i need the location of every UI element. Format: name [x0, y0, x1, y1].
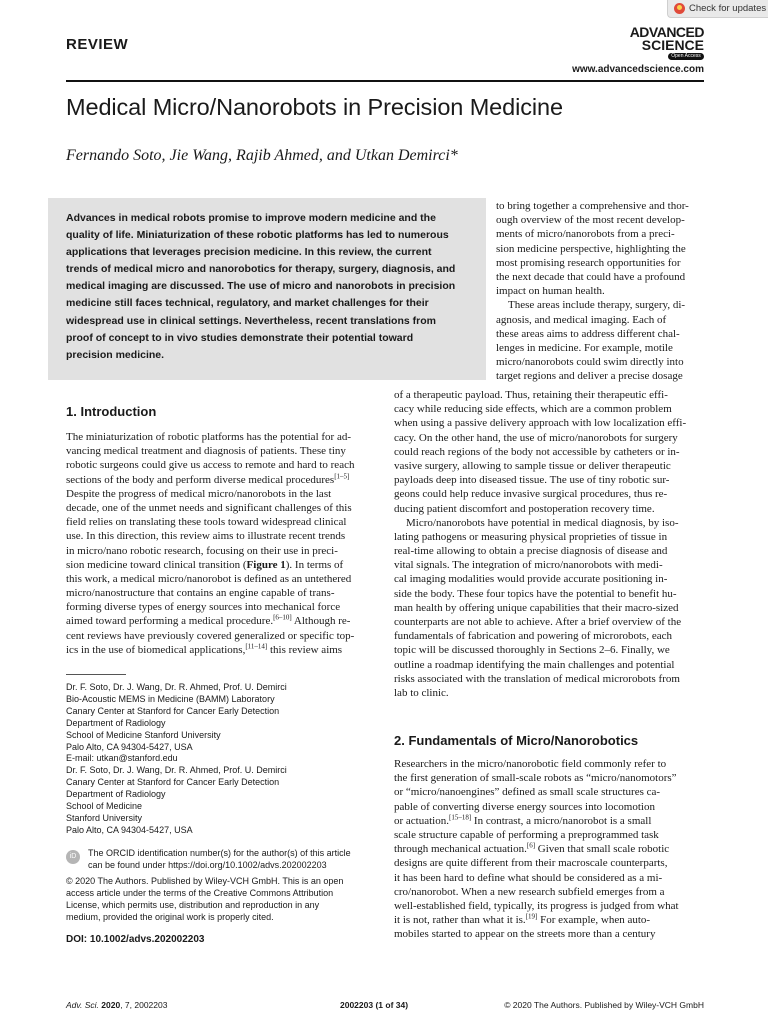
text-line: cal imaging modalities would provide accurate positioning in-: [394, 573, 668, 586]
affiliation-line: Department of Radiology: [66, 717, 166, 728]
right-column-body: [394, 388, 704, 700]
text-line: fundamentals of fabrication and powering of microrobots, each: [394, 630, 672, 643]
affiliations: [66, 682, 287, 837]
affiliation-line: Canary Center at Stanford for Cancer Early Detection: [66, 705, 280, 716]
text-line: Despite the progress of medical micro/nanorobots in the last: [66, 487, 332, 500]
citation[interactable]: [11–14]: [245, 642, 268, 651]
intro-heading: 1. Introduction: [66, 404, 157, 419]
journal-abbrev: Adv. Sci.: [66, 1000, 99, 1010]
affiliation-line: Bio-Acoustic MEMS in Medicine (BAMM) Laboratory: [66, 693, 275, 704]
license-note: [66, 876, 343, 924]
text-line: well-established field, typically, its progress is judged from what: [394, 899, 679, 912]
text-line: most promising research opportunities for: [496, 256, 681, 269]
text-line: [66, 614, 378, 628]
orcid-note: [88, 848, 351, 872]
footer-copyright: © 2020 The Authors. Published by Wiley-VCH GmbH: [504, 1000, 704, 1010]
text-line: topic will be discussed thoroughly in Sections 2–6. Finally, we: [394, 644, 670, 657]
text-line: cacy. On the other hand, the use of micro/nanorobots for surgery: [394, 431, 678, 444]
text-line: Micro/nanorobots have potential in medical diagnosis, by iso-: [406, 516, 679, 529]
text-line: lab to clinic.: [394, 686, 449, 699]
affiliation-email[interactable]: E-mail: utkan@stanford.edu: [66, 753, 178, 764]
abstract-line: widespread use in clinical settings. Nevertheless, recent translations from: [66, 314, 436, 327]
text-line: man health by offering unique capabilities that their macro-sized: [394, 601, 679, 614]
text-run: ). In terms of: [285, 558, 344, 571]
license-line: access article under the terms of the Creative Commons Attribution: [66, 887, 334, 898]
text-line: [394, 814, 704, 828]
text-line: could reach regions of the body not accessible by catheters or in-: [394, 445, 680, 458]
text-line: [394, 913, 704, 927]
logo-line-2: SCIENCE: [641, 37, 704, 53]
check-for-updates-label: Check for updates: [689, 3, 767, 14]
license-line: medium, provided the original work is properly cited.: [66, 911, 274, 922]
text-line: robotic surgeons could give us access to remote and hard to reach: [66, 459, 355, 472]
affiliation-line: Dr. F. Soto, Dr. J. Wang, Dr. R. Ahmed, Prof. U. Demirci: [66, 765, 287, 776]
orcid-icon: iD: [66, 850, 80, 864]
figure-link[interactable]: Figure 1: [246, 558, 286, 571]
text-line: These areas include therapy, surgery, di-: [508, 299, 686, 312]
citation[interactable]: [6]: [526, 841, 536, 850]
text-line: vancing medical treatment and diagnosis of patients. These tiny: [66, 445, 346, 458]
text-line: The miniaturization of robotic platforms has the potential for ad-: [66, 431, 351, 443]
text-line: target regions and deliver a precise dosage: [496, 370, 683, 383]
text-line: lating pathogens or measuring physical proprieties of tissue in: [394, 530, 668, 543]
text-run: or actuation.: [394, 814, 449, 827]
text-line: risks associated with the translation of medical microrobots from: [394, 672, 680, 685]
text-line: ough overview of the most recent develop-: [496, 214, 685, 227]
text-line: payloads deep into diseased tissue. The use of tiny robotic sur-: [394, 474, 670, 487]
abstract-box: [48, 198, 486, 380]
license-line: License, which permits use, distribution and reproduction in any: [66, 899, 320, 910]
text-line: ducing patient discomfort and postoperation recovery time.: [394, 502, 655, 515]
text-line: micro/nanostructure that contains an engine capable of trans-: [66, 587, 335, 600]
affiliation-line: Stanford University: [66, 812, 143, 823]
text-line: pable of converting diverse energy sources into locomotion: [394, 800, 655, 813]
text-line: impact on human health.: [496, 285, 605, 298]
text-line: vital signals. The integration of micro/nanorobots with medi-: [394, 559, 663, 572]
text-run: sion medicine toward clinical transition (: [66, 558, 247, 571]
affiliation-line: Palo Alto, CA 94304-5427, USA: [66, 741, 193, 752]
text-line: this work, a medical micro/nanorobot is defined as an untethered: [66, 572, 352, 585]
section-label: REVIEW: [66, 36, 129, 53]
affiliation-line: School of Medicine Stanford University: [66, 729, 221, 740]
text-line: [394, 842, 704, 856]
citation[interactable]: [15–18]: [448, 813, 472, 822]
text-run: aimed toward performing a medical procedure.: [66, 615, 274, 628]
text-run: Although re-: [291, 615, 351, 628]
article-authors: Fernando Soto, Jie Wang, Rajib Ahmed, and Utkan Demirci*: [66, 147, 458, 164]
text-line: decade, one of the unmet needs and significant challenges of this: [66, 501, 352, 514]
abstract-line: Advances in medical robots promise to improve modern medicine and the: [66, 212, 436, 224]
right-column-top: [496, 199, 704, 383]
abstract-line: quality of life. Miniaturization of these robotic platforms has led to numerous: [66, 229, 449, 242]
intro-body: [66, 430, 378, 657]
orcid-line: The ORCID identification number(s) for the author(s) of this article: [88, 848, 351, 858]
text-line: the next decade that could have a profound: [496, 270, 686, 283]
journal-year: 2020: [98, 1000, 121, 1010]
text-line: real-time allowing to obtain a precise diagnosis of disease and: [394, 545, 668, 558]
text-line: agnosis, and medical imaging. Each of: [496, 313, 667, 326]
text-line: side the body. These four topics have the potential to benefit hu-: [394, 587, 677, 600]
footer-page-number: 2002203 (1 of 34): [340, 1000, 409, 1010]
text-line: lenges in medicine. For example, motile: [496, 341, 673, 354]
article-title: Medical Micro/Nanorobots in Precision Medicine: [66, 94, 563, 120]
check-for-updates-button[interactable]: [667, 0, 768, 18]
text-line: or “micro/nanoengines” defined as small scale structures ca-: [394, 786, 661, 799]
text-line: to bring together a comprehensive and thor-: [496, 200, 689, 212]
text-line: Researchers in the micro/nanorobotic field commonly refer to: [394, 758, 667, 770]
crossmark-icon: [674, 3, 685, 14]
affiliation-line: School of Medicine: [66, 801, 143, 812]
text-line: in micro/nano robotic research, focusing on their use in preci-: [66, 544, 338, 557]
text-run: it is not, rather than what it is.: [394, 914, 526, 927]
text-run: ics in the use of biomedical applications,: [66, 643, 246, 656]
orcid-link[interactable]: can be found under https://doi.org/10.1002/advs.202002203: [88, 859, 327, 870]
abstract-line: trends of medical micro and nanorobotics for therapy, surgery, diagnosis, and: [66, 263, 456, 276]
text-line: when using a passive delivery approach with low localization effi-: [394, 417, 687, 430]
text-line: mobiles started to appear on the streets more than a century: [394, 928, 656, 941]
citation[interactable]: [6–10]: [273, 613, 292, 622]
text-line: vasive surgery, allowing to sample tissue or deliver therapeutic: [394, 459, 671, 472]
text-line: of a therapeutic payload. Thus, retaining their therapeutic effi-: [394, 389, 668, 401]
journal-logo: [596, 25, 704, 61]
text-run: For example, when auto-: [537, 914, 651, 927]
text-line: cent reviews have previously covered generalized or specific top-: [66, 629, 355, 642]
citation[interactable]: [1–5]: [334, 471, 350, 480]
license-line: © 2020 The Authors. Published by Wiley-VCH GmbH. This is an open: [66, 876, 344, 886]
article-doi[interactable]: DOI: 10.1002/advs.202002203: [66, 934, 205, 945]
logo-line-1: ADVANCED: [629, 24, 704, 40]
citation[interactable]: [19]: [525, 912, 538, 921]
text-run: this review aims: [267, 643, 343, 656]
journal-url[interactable]: www.advancedscience.com: [572, 64, 704, 75]
section-2-body: [394, 757, 704, 941]
text-line: counterparts are not able to achieve. After a brief overview of the: [394, 616, 682, 628]
text-line: the first generation of small-scale robots as “micro/nanomotors”: [394, 772, 677, 785]
header-rule: [66, 80, 704, 82]
text-line: scale structure capable of performing a preprogrammed task: [394, 828, 659, 841]
text-line: field relies on translating these tools toward widespread clinical: [66, 516, 347, 529]
footer-citation: [66, 1000, 167, 1010]
footnote-rule: [66, 674, 126, 675]
text-line: these areas aims to address different chal-: [496, 327, 680, 340]
text-line: micro/nanorobots could swim directly into: [496, 356, 684, 369]
text-run: In contrast, a micro/nanorobot is a small: [471, 814, 652, 827]
text-line: outline a roadmap identifying the main challenges and potential: [394, 658, 675, 671]
abstract-line: applications that leverages precision medicine. In this review, the current: [66, 246, 432, 259]
text-line: cacy while reducing side effects, which are a common problem: [394, 403, 672, 416]
text-run: Given that small scale robotic: [535, 843, 670, 856]
abstract-line: medical imaging are discussed. The use of micro and nanorobots in precision: [66, 280, 456, 293]
section-2-heading: 2. Fundamentals of Micro/Nanorobotics: [394, 733, 639, 748]
text-line: ments of micro/nanorobots from a preci-: [496, 228, 675, 241]
affiliation-line: Palo Alto, CA 94304-5427, USA: [66, 824, 193, 835]
text-line: use. In this direction, this review aims to illustrate recent trends: [66, 530, 346, 543]
abstract-line: precision medicine.: [66, 348, 165, 361]
text-line: forming diverse types of energy sources into mechanical force: [66, 601, 341, 614]
text-run: sections of the body and perform diverse medical procedures: [66, 473, 335, 486]
affiliation-line: Dr. F. Soto, Dr. J. Wang, Dr. R. Ahmed, Prof. U. Demirci: [66, 682, 287, 692]
text-line: cro/nanorobot. When a new research subfield emerges from a: [394, 885, 665, 898]
affiliation-line: Canary Center at Stanford for Cancer Early Detection: [66, 777, 280, 788]
text-line: it has been hard to define what should be considered as a mi-: [394, 871, 663, 884]
abstract-line: medicine still faces technical, regulatory, and market challenges for their: [66, 297, 429, 310]
text-line: [66, 558, 378, 572]
affiliation-line: Department of Radiology: [66, 789, 166, 800]
abstract-line: proof of concept to in vivo studies demonstrate their potential toward: [66, 331, 414, 344]
open-access-badge: Open Access: [668, 53, 704, 60]
text-line: geons could help reduce invasive surgical procedures, thus re-: [394, 488, 668, 501]
text-run: through mechanical actuation.: [394, 843, 527, 856]
text-line: sion medicine perspective, highlighting the: [496, 242, 686, 255]
text-line: [66, 473, 378, 487]
journal-volume: , 7, 2002203: [120, 1000, 168, 1010]
text-line: [66, 643, 378, 657]
text-line: designs are quite different from their macroscale counterparts,: [394, 857, 668, 870]
abstract-text: [66, 210, 476, 364]
